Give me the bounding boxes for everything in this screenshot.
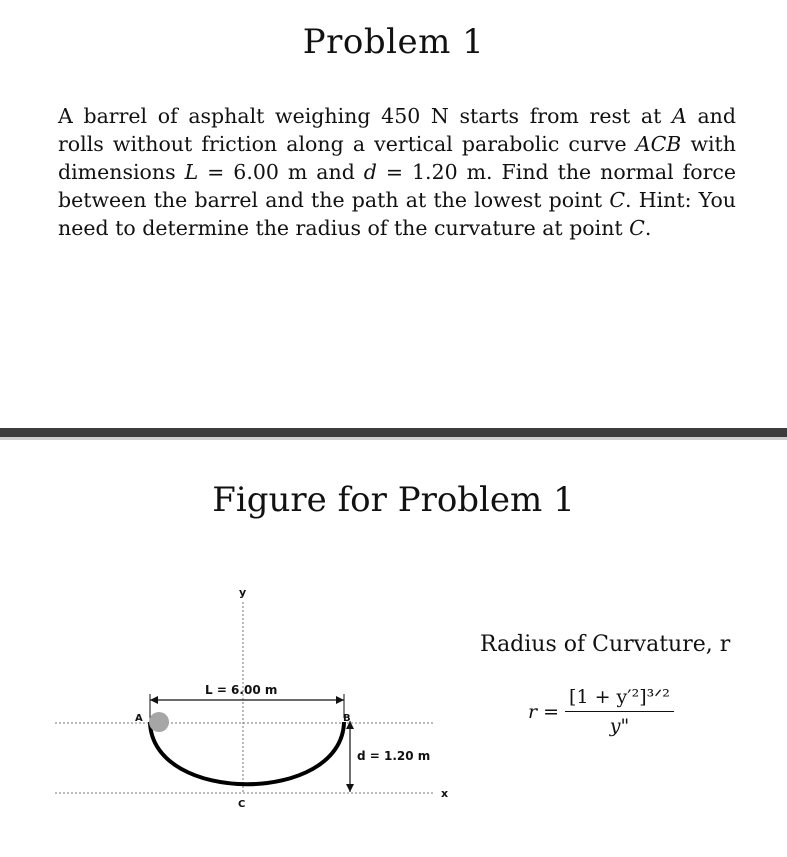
formula-denominator: y" (609, 715, 630, 737)
radius-of-curvature-label: Radius of Curvature, r (480, 632, 731, 657)
parabolic-curve (150, 722, 344, 784)
page-title: Problem 1 (302, 22, 485, 62)
length-label: L = 6.00 m (205, 683, 278, 697)
formula-numerator: [1 + y′²]³ᐟ² (565, 686, 674, 712)
section-divider (0, 428, 787, 437)
figure-title: Figure for Problem 1 (212, 480, 575, 520)
barrel (149, 712, 169, 732)
length-arrow-right (336, 696, 344, 704)
depth-label: d = 1.20 m (357, 749, 431, 763)
point-a-label: A (135, 713, 143, 724)
x-axis-label: x (441, 787, 449, 800)
formula-fraction (565, 686, 674, 737)
y-axis-label: y (239, 586, 247, 599)
parabolic-curve-diagram (0, 570, 470, 830)
problem-statement: A barrel of asphalt weighing 450 N starts from rest at A and rolls without friction along a vertical parabolic curve ACB with dimensions L = 6.00 m and d = 1.20 m. Find the normal force between the barrel and the path at the lowest point C. Hint: You need to determine the radius of the curvature at point C. (58, 104, 737, 240)
radius-formula (528, 686, 674, 737)
depth-arrow-bottom (346, 784, 354, 792)
point-b-label: B (343, 713, 351, 724)
point-c-label: C (238, 799, 246, 810)
length-arrow-left (150, 696, 158, 704)
formula-lhs: r = (528, 700, 560, 723)
